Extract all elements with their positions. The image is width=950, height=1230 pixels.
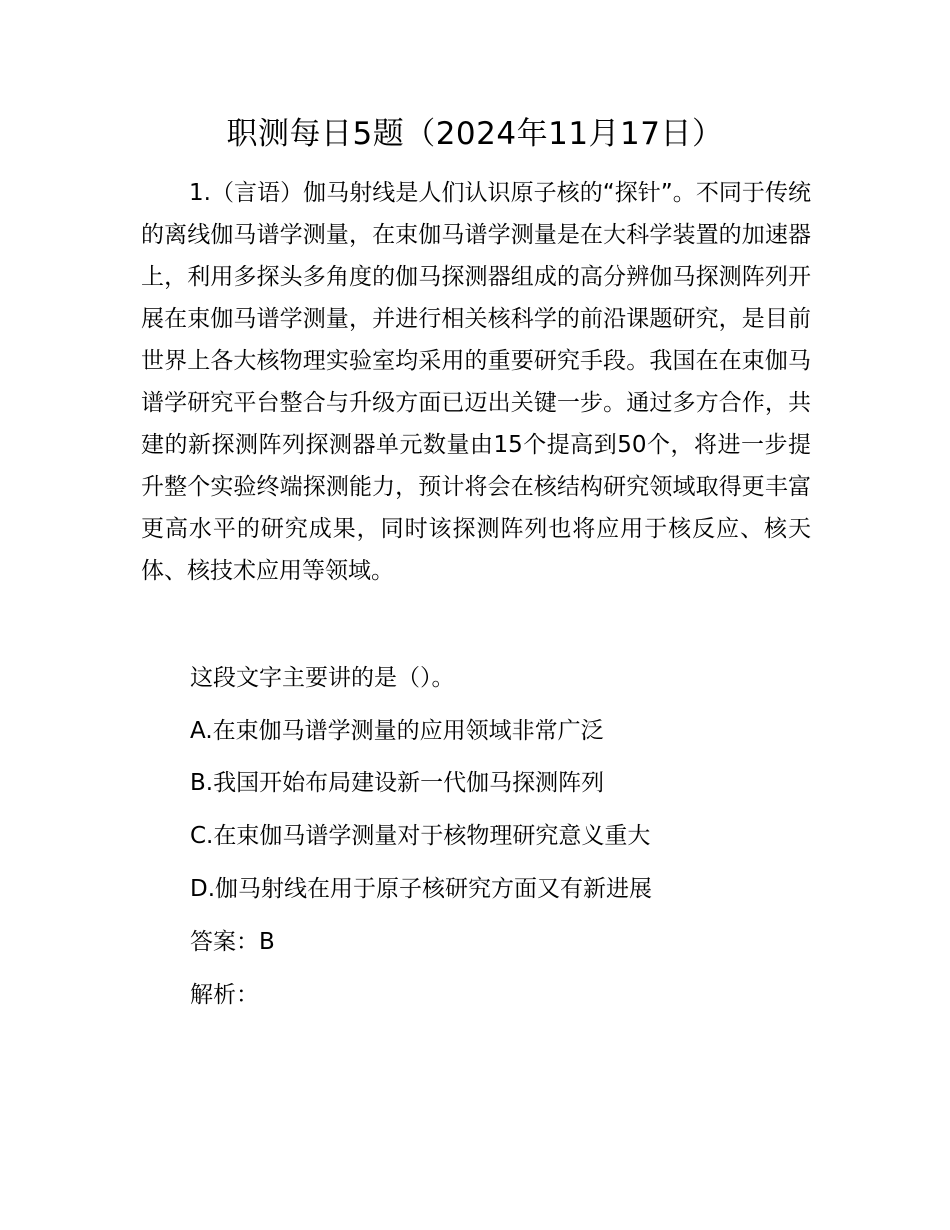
analysis-label: 解析： [190, 982, 259, 1008]
answer-line: 答案：B [190, 929, 275, 955]
option-d: D.伽马射线在用于原子核研究方面又有新进展 [190, 876, 653, 902]
question-stem: 1.（言语）伽马射线是人们认识原子核的“探针”。不同于传统的离线伽马谱学测量，在束伽马谱学测量是在大科学装置的加速器上，利用多探头多角度的伽马探测器组成的高分辨伽马探测阵列开展在束伽马谱学测量，并进行相关核科学的前沿课题研究，是目前世界上各大核物理实验室均采用的重要研究手段。我国在在束伽马谱学研究平台整合与升级方面已迈出关键一步。通过多方合作，共建的新探测阵列探测器单元数量由15个提高到50个，将进一步提升整个实验终端探测能力，预计将会在核结构研究领域取得更丰富更高水平的研究成果，同时该探测阵列也将应用于核反应、核天体、核技术应用等领域。 [141, 180, 811, 584]
question-prompt: 这段文字主要讲的是（）。 [190, 665, 455, 691]
option-c: C.在束伽马谱学测量对于核物理研究意义重大 [190, 823, 651, 849]
option-a: A.在束伽马谱学测量的应用领域非常广泛 [190, 718, 604, 744]
document-title: 职测每日5题（2024年11月17日） [226, 116, 724, 152]
option-b: B.我国开始布局建设新一代伽马探测阵列 [190, 770, 605, 796]
